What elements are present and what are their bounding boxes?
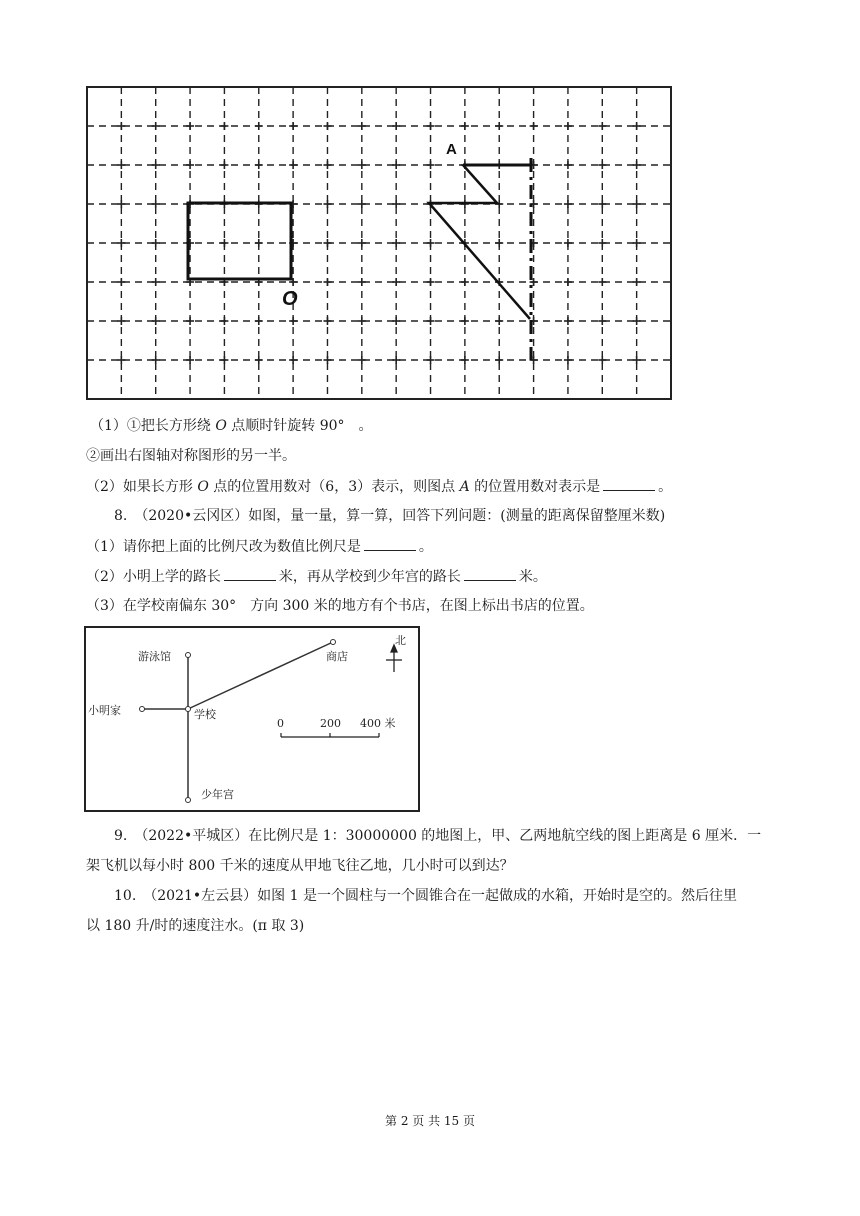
point-a-label: A bbox=[446, 141, 457, 158]
q7-part1b: ②画出右图轴对称图形的另一半。 bbox=[86, 448, 296, 464]
q10-line1: 10. （2021•左云县）如图 1 是一个圆柱与一个圆锥合在一起做成的水箱，开始时是空的。然后往里 bbox=[114, 888, 737, 904]
point-o-label: O bbox=[282, 288, 298, 310]
north-label: 北 bbox=[395, 634, 406, 647]
rectangle-shape bbox=[188, 203, 291, 279]
q9-line2: 架飞机以每小时 800 千米的速度从甲地飞往乙地，几小时可以到达？ bbox=[86, 858, 514, 874]
map-figure bbox=[84, 626, 420, 812]
scale-200: 200 bbox=[320, 717, 341, 730]
q7-part2: （2）如果长方形 O 点的位置用数对（6，3）表示，则图点 A 的位置用数对表示是 。 bbox=[86, 476, 672, 497]
answer-blank[interactable] bbox=[464, 566, 516, 581]
scale-bar bbox=[281, 733, 379, 737]
q9-line1: 9. （2022•平城区）在比例尺是 1：30000000 的地图上，甲、乙两地航空线的图上距离是 6 厘米．一 bbox=[114, 828, 762, 844]
youth-palace-label: 少年宫 bbox=[201, 788, 234, 801]
scale-0: 0 bbox=[277, 717, 284, 730]
swimming-pool-label: 游泳馆 bbox=[138, 650, 171, 663]
q8-title: 8. （2020•云冈区）如图，量一量，算一算，回答下列问题：(测量的距离保留整厘米数) bbox=[114, 508, 666, 524]
answer-blank[interactable] bbox=[603, 476, 655, 491]
q8-part1: （1）请你把上面的比例尺改为数值比例尺是 。 bbox=[86, 536, 433, 557]
answer-blank[interactable] bbox=[364, 536, 416, 551]
answer-blank[interactable] bbox=[224, 566, 276, 581]
q10-line2: 以 180 升/时的速度注水。(π 取 3) bbox=[86, 918, 305, 934]
q8-part2: （2）小明上学的路长 米，再从学校到少年宫的路长 米。 bbox=[86, 566, 547, 587]
q8-part3: （3）在学校南偏东 30° 方向 300 米的地方有个书店，在图上标出书店的位置。 bbox=[86, 598, 594, 614]
q7-part1a: （1）①把长方形绕 O 点顺时针旋转 90° 。 bbox=[90, 418, 373, 434]
scale-400: 400 米 bbox=[360, 717, 396, 730]
page-footer: 第 2 页 共 15 页 bbox=[385, 1114, 475, 1128]
shop-label: 商店 bbox=[326, 650, 348, 663]
home-label: 小明家 bbox=[88, 704, 121, 717]
grid-figure bbox=[86, 86, 672, 400]
school-label: 学校 bbox=[194, 708, 216, 721]
north-arrow-icon bbox=[386, 645, 402, 672]
